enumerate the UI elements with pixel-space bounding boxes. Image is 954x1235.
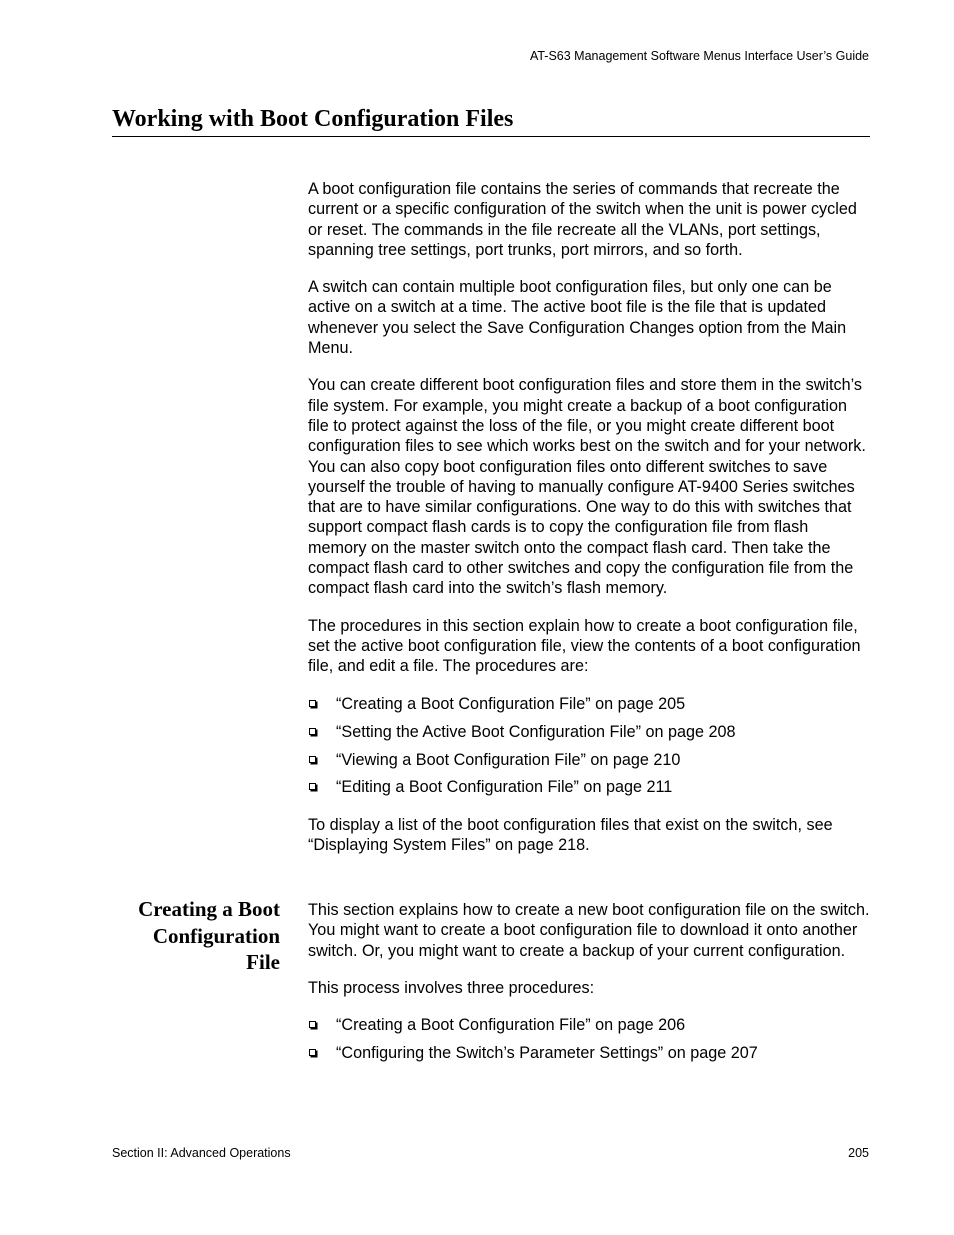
checkbox-bullet-icon bbox=[309, 783, 316, 790]
subsection-title-line: Configuration bbox=[152, 923, 280, 948]
procedure-link: “Setting the Active Boot Configuration File” on page 208 bbox=[336, 722, 736, 741]
subsection-title-line: File bbox=[246, 950, 280, 974]
subsection-title bbox=[112, 896, 280, 976]
running-header: AT-S63 Management Software Menus Interface User’s Guide bbox=[529, 49, 869, 63]
list-item bbox=[308, 694, 870, 714]
paragraph: This section explains how to create a new boot configuration file on the switch. You might want to create a boot configuration file to download it onto another switch. Or, you might want to create a backup of your current configuration. bbox=[308, 901, 870, 960]
checkbox-bullet-icon bbox=[309, 1021, 316, 1028]
procedure-link: “Creating a Boot Configuration File” on page 206 bbox=[336, 1016, 686, 1035]
paragraph: To display a list of the boot configuration files that exist on the switch, see “Displaying System Files” on page 218. bbox=[308, 815, 833, 855]
paragraph: This process involves three procedures: bbox=[308, 978, 595, 997]
list-item bbox=[308, 722, 870, 742]
checkbox-bullet-icon bbox=[309, 728, 316, 735]
page-number: 205 bbox=[848, 1146, 869, 1160]
subsection-body bbox=[308, 900, 870, 1080]
procedure-link: “Creating a Boot Configuration File” on page 205 bbox=[336, 694, 686, 713]
section-title: Working with Boot Configuration Files bbox=[112, 106, 870, 137]
procedure-list bbox=[308, 694, 870, 798]
footer-section-label: Section II: Advanced Operations bbox=[112, 1146, 291, 1160]
list-item bbox=[308, 1043, 870, 1063]
list-item bbox=[308, 750, 870, 770]
paragraph: You can create different boot configuration files and store them in the switch’s file system. For example, you might create a backup of a boot configuration file to protect against the loss of the file, or you might create different boot configuration files to see which works best on the switch and for your network. You can also copy boot configuration files onto different switches to save yourself the trouble of having to manually configure AT-9400 Series switches that are to have similar configurations. One way to do this with switches that support compact flash cards is to copy the configuration file from flash memory on the master switch onto the compact flash card. Then take the compact flash card to other switches and copy the configuration file from the compact flash card into the switch’s flash memory. bbox=[308, 376, 866, 598]
paragraph: A boot configuration file contains the series of commands that recreate the current or a specific configuration of the switch when the unit is power cycled or reset. The commands in the file recreate all the VLANs, port settings, spanning tree settings, port trunks, port mirrors, and so forth. bbox=[308, 180, 857, 259]
procedure-link: “Configuring the Switch’s Parameter Settings” on page 207 bbox=[336, 1044, 758, 1063]
section-body bbox=[308, 179, 870, 872]
paragraph: The procedures in this section explain how to create a boot configuration file, set the active boot configuration file, view the contents of a boot configuration file, and edit a file. The procedures are: bbox=[308, 616, 861, 676]
paragraph: A switch can contain multiple boot configuration files, but only one can be active on a switch at a time. The active boot file is the file that is updated whenever you select the Save Configuration Changes option from the Main Menu. bbox=[308, 278, 847, 358]
checkbox-bullet-icon bbox=[309, 756, 316, 763]
checkbox-bullet-icon bbox=[309, 1049, 316, 1056]
list-item bbox=[308, 1015, 870, 1035]
procedure-link: “Viewing a Boot Configuration File” on page 210 bbox=[336, 750, 681, 769]
subsection-title-line: Creating a Boot bbox=[138, 897, 280, 921]
list-item bbox=[308, 777, 870, 797]
procedure-link: “Editing a Boot Configuration File” on page 211 bbox=[336, 778, 673, 797]
procedure-list bbox=[308, 1015, 870, 1063]
checkbox-bullet-icon bbox=[309, 700, 316, 707]
